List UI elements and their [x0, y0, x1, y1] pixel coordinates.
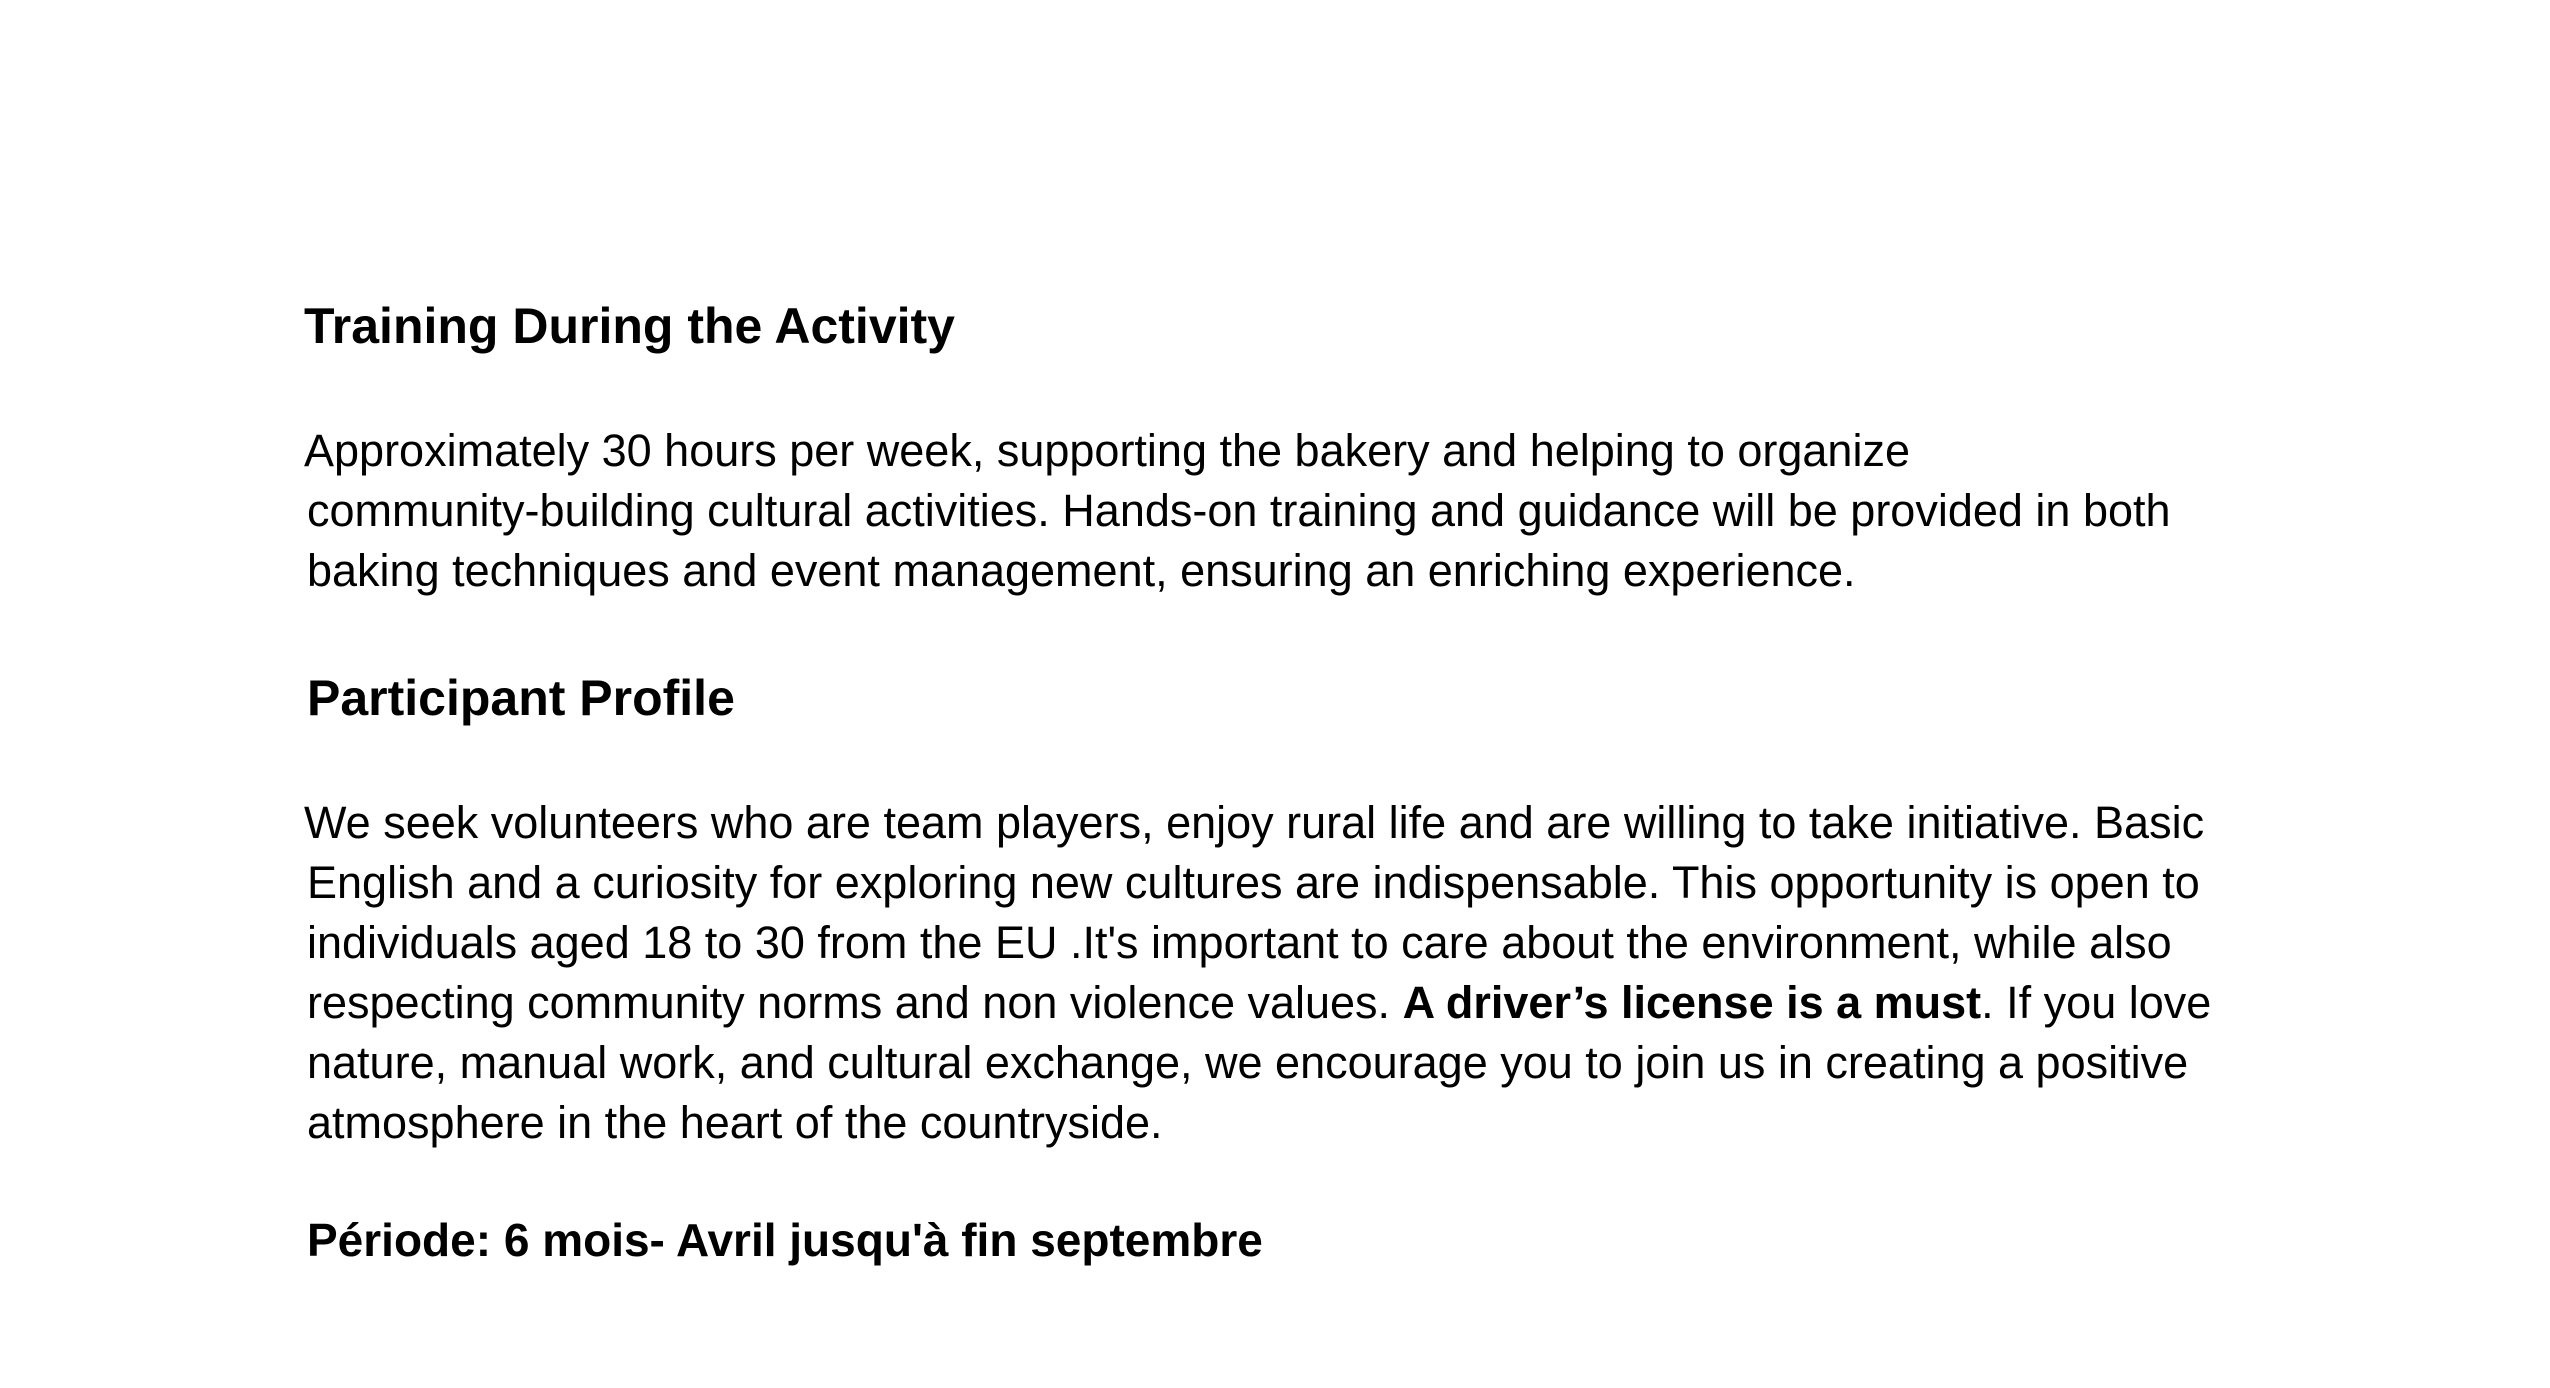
text-line: nature, manual work, and cultural exchange, we encourage you to join us in creating a positive	[307, 1037, 2189, 1088]
text-line: English and a curiosity for exploring new cultures are indispensable. This opportunity is open to	[307, 857, 2200, 908]
paragraph-participant-profile	[304, 793, 2324, 1153]
text-segment: respecting community norms and non violence values.	[307, 977, 1403, 1028]
text-segment: . If you love	[1981, 977, 2212, 1028]
paragraph-training	[304, 421, 2324, 601]
text-line: We seek volunteers who are team players, enjoy rural life and are willing to take initiative. Basic	[304, 797, 2205, 848]
text-line: baking techniques and event management, ensuring an enriching experience.	[307, 545, 1856, 596]
text-line: Approximately 30 hours per week, supporting the bakery and helping to organize	[304, 425, 1910, 476]
text-line: community-building cultural activities. Hands-on training and guidance will be provided in both	[307, 485, 2171, 536]
text-line: individuals aged 18 to 30 from the EU .It's important to care about the environment, while also	[307, 917, 2172, 968]
heading-participant-profile: Participant Profile	[307, 670, 735, 726]
text-line: atmosphere in the heart of the countryside.	[307, 1097, 1163, 1148]
heading-training: Training During the Activity	[304, 298, 955, 354]
text-line	[304, 973, 2324, 1033]
period-line: Période: 6 mois- Avril jusqu'à fin septembre	[307, 1214, 1263, 1266]
document-content	[304, 295, 2324, 1271]
drivers-license-emphasis: A driver’s license is a must	[1402, 977, 1982, 1028]
